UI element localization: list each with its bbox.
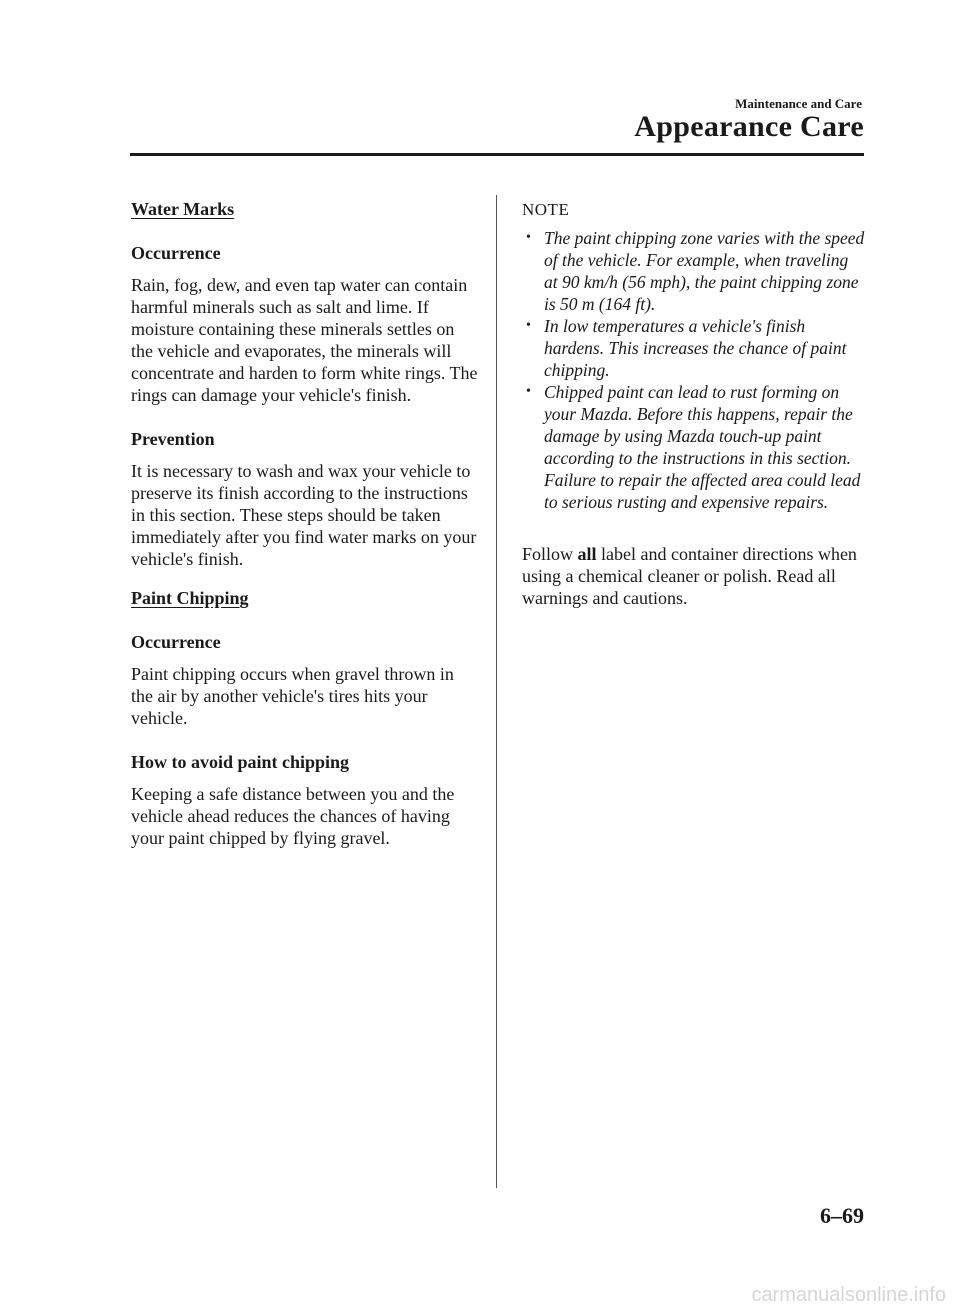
- water-marks-prevention-text: It is necessary to wash and wax your vehicle to preserve its finish according to the instructions in this section. These steps should be taken immediately after you find water marks on your vehicle's finish.: [131, 461, 477, 569]
- paint-chipping-occurrence-text: Paint chipping occurs when gravel thrown in the air by another vehicle's tires hits your vehicle.: [131, 664, 454, 728]
- paint-chipping-heading: Paint Chipping: [131, 588, 249, 608]
- watermark: carmanualsonline.info: [751, 1284, 946, 1306]
- note-text: Chipped paint can lead to rust forming on your Mazda. Before this happens, repair the damage by using Mazda touch-up paint according to the instructions in this section. Failure to repair the affected area could lead to serious rusting and expensive repairs.: [544, 382, 861, 512]
- page-number: 6–69: [820, 1203, 864, 1228]
- water-marks-heading: Water Marks: [131, 199, 235, 219]
- bullet-icon: •: [526, 230, 531, 245]
- note-text: In low temperatures a vehicle's finish hardens. This increases the chance of paint chipping.: [544, 316, 847, 380]
- water-marks-occurrence-text: Rain, fog, dew, and even tap water can contain harmful minerals such as salt and lime. If moisture containing these minerals settles on the vehicle and evaporates, the minerals will concentrate and harden to form white rings. The rings can damage your vehicle's finish.: [131, 275, 478, 405]
- avoid-paint-chipping-label: How to avoid paint chipping: [131, 752, 350, 772]
- header-rule: [130, 153, 864, 156]
- bullet-icon: •: [526, 318, 531, 333]
- follow-rest: label and container directions when using a chemical cleaner or polish. Read all warnings and cautions.: [522, 544, 857, 608]
- bullet-icon: •: [526, 384, 531, 399]
- list-item: [522, 381, 866, 513]
- header-section-label: Maintenance and Care: [735, 96, 862, 111]
- list-item: [522, 315, 866, 381]
- paint-chipping-occurrence-label: Occurrence: [131, 632, 221, 652]
- water-marks-occurrence-label: Occurrence: [131, 243, 221, 263]
- note-text: The paint chipping zone varies with the speed of the vehicle. For example, when traveling at 90 km/h (56 mph), the paint chipping zone is 50 m (164 ft).: [544, 228, 865, 314]
- page-title: Appearance Care: [634, 110, 864, 143]
- note-list: [522, 227, 866, 513]
- list-item: [522, 227, 866, 315]
- follow-directions-text: [522, 543, 866, 609]
- left-column: [131, 195, 479, 849]
- follow-emphasis: all: [577, 544, 597, 564]
- follow-prefix: Follow: [522, 544, 578, 564]
- right-column: [522, 195, 866, 609]
- water-marks-prevention-label: Prevention: [131, 429, 215, 449]
- avoid-paint-chipping-text: Keeping a safe distance between you and the vehicle ahead reduces the chances of having your paint chipped by flying gravel.: [131, 784, 455, 848]
- note-label: NOTE: [522, 200, 570, 219]
- column-divider: [496, 195, 497, 1188]
